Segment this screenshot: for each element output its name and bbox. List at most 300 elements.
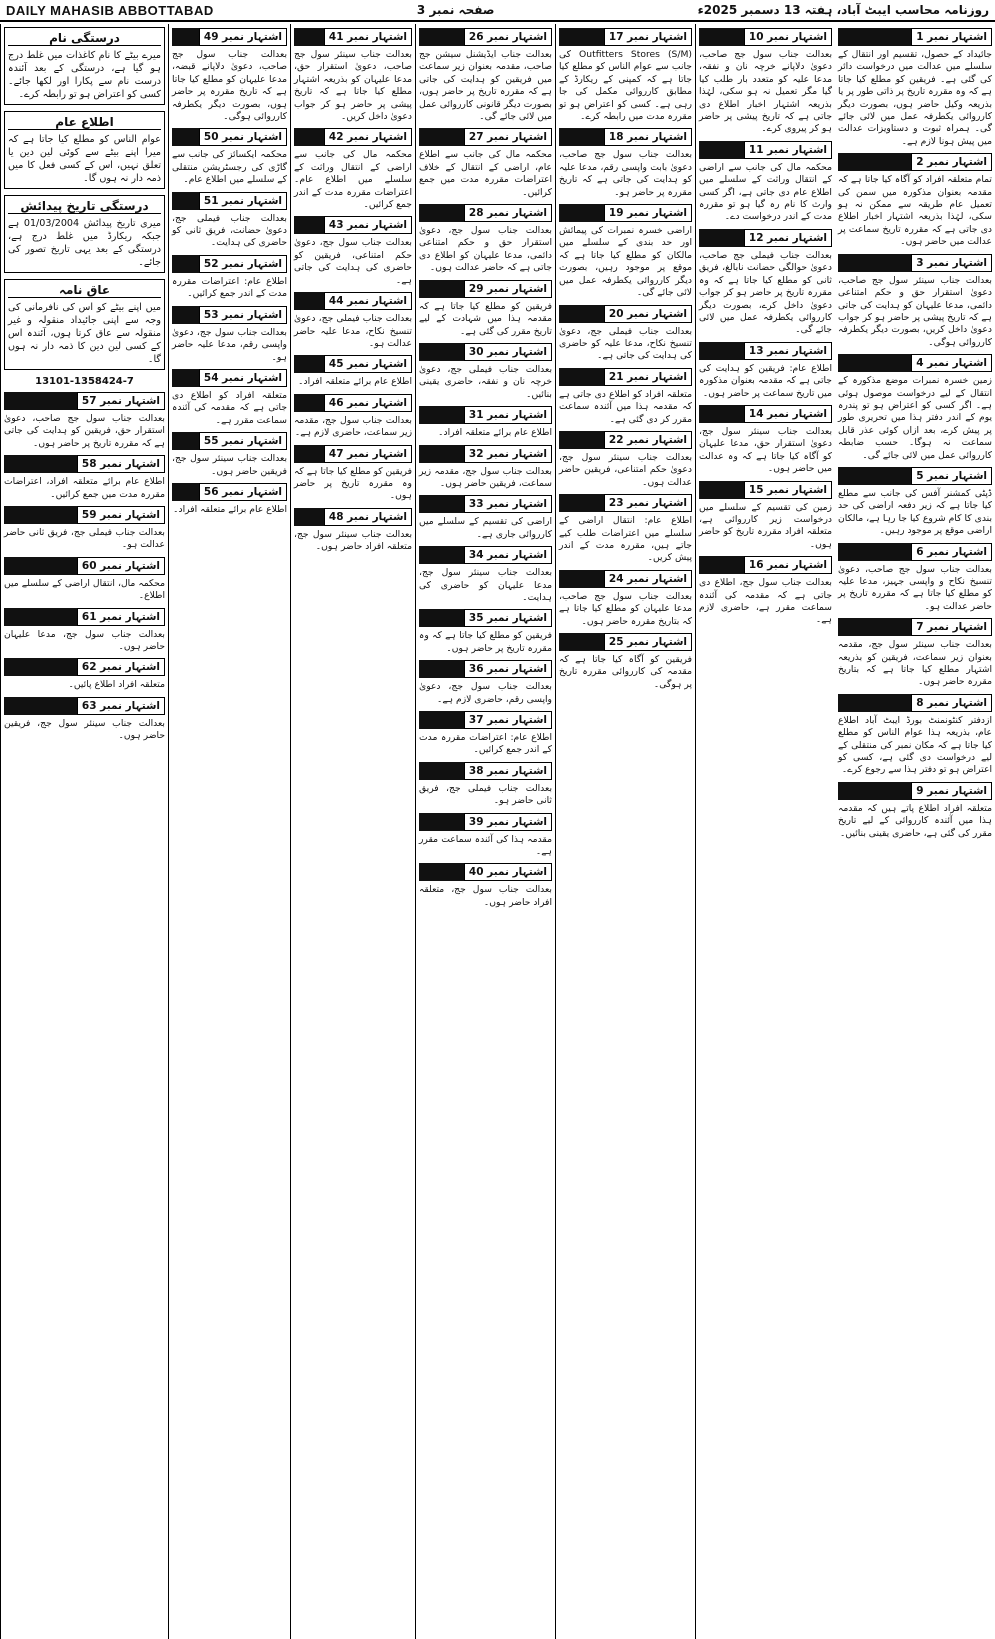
notice-body: میرے بیٹے کا نام کاغذات میں غلط درج ہو گیا ہے، درستگی کے بعد آئندہ درست نام سے پکارا اور لکھا جائے۔ کسی کو اعتراض ہو تو رابطہ کرے۔ (8, 50, 161, 100)
banner-bar (419, 28, 464, 46)
ad-banner (294, 507, 412, 527)
ad-number-label: اشتہار نمبر 34 (464, 546, 552, 564)
banner-bar (4, 658, 77, 676)
ad-block (838, 781, 992, 840)
ad-text: اطلاع عام: انتقال اراضی کے سلسلے میں اعتراضات طلب کیے جاتے ہیں، مقررہ مدت کے اندر پیش کریں۔ (559, 515, 692, 564)
ad-number-label: اشتہار نمبر 52 (199, 255, 287, 273)
column-2 (695, 24, 835, 1639)
banner-bar (699, 342, 744, 360)
notice-title: درستگی نام (8, 31, 161, 46)
ad-text: بعدالت جناب فیملی جج، فریق ثانی حاضر عدالت ہو۔ (4, 527, 165, 551)
ad-text: بعدالت جناب سول جج، مقدمہ زیر سماعت، فریقین حاضر ہوں۔ (419, 465, 552, 489)
ad-block (699, 228, 832, 337)
ad-block (699, 555, 832, 627)
ad-block (172, 305, 287, 364)
ad-block (559, 367, 692, 426)
ad-banner (419, 27, 552, 47)
ad-text: Outfitters Stores (S/M) کی جانب سے عوام الناس کو مطلع کیا جاتا ہے کہ کمپنی کے ریکارڈ کے مطابق کارروائی مکمل کی جا رہی ہے۔ کسی کو اعتراض ہو تو مقررہ مدت میں رابطہ کرے۔ (559, 49, 692, 123)
ad-number-label: اشتہار نمبر 39 (464, 813, 552, 831)
ad-number-label: اشتہار نمبر 27 (464, 128, 552, 146)
ad-number-label: اشتہار نمبر 30 (464, 343, 552, 361)
ad-text: اراضی کی تقسیم کے سلسلے میں کارروائی جاری ہے۔ (419, 516, 552, 540)
ad-banner (294, 291, 412, 311)
ad-block (172, 27, 287, 123)
ad-banner (172, 482, 287, 502)
ad-banner (4, 454, 165, 474)
ad-number-label: اشتہار نمبر 63 (77, 697, 165, 715)
ad-block (419, 862, 552, 909)
ad-number-label: اشتہار نمبر 5 (911, 467, 992, 485)
ad-number-label: اشتہار نمبر 29 (464, 280, 552, 298)
ad-block (4, 505, 165, 552)
ad-text: متعلقہ افراد کو اطلاع دی جاتی ہے کہ مقدمہ کی آئندہ سماعت مقرر ہے۔ (172, 389, 287, 426)
banner-bar (559, 204, 604, 222)
ad-number-label: اشتہار نمبر 17 (604, 28, 692, 46)
column-3 (555, 24, 695, 1639)
notice-title: اطلاع عام (8, 115, 161, 130)
notice-title: درستگی تاریخ پیدائش (8, 199, 161, 214)
banner-bar (559, 368, 604, 386)
ad-text: بعدالت جناب سول جج صاحب، دعویٰ دلاپانے قبضہ، مدعا علیہان کو مطلع کیا جاتا ہے کہ تاریخ مقررہ پر حاضر ہوں، بصورت دیگر یکطرفہ کارروائی ہوگی۔ (172, 49, 287, 123)
ad-block (294, 507, 412, 554)
banner-bar (699, 141, 744, 159)
ad-block (419, 279, 552, 338)
ad-banner (838, 27, 992, 47)
ad-number-label: اشتہار نمبر 41 (324, 28, 412, 46)
ad-block (294, 127, 412, 211)
issue-date: روزنامہ محاسب ایبٹ آباد، ہفتہ 13 دسمبر 2025ء (697, 3, 989, 17)
ad-number-label: اشتہار نمبر 62 (77, 658, 165, 676)
banner-bar (172, 306, 199, 324)
banner-bar (172, 483, 199, 501)
ad-banner (419, 444, 552, 464)
ad-number-label: اشتہار نمبر 22 (604, 431, 692, 449)
ad-banner (172, 305, 287, 325)
ad-block (294, 354, 412, 388)
ad-banner (419, 812, 552, 832)
ad-text: محکمہ ایکسائز کی جانب سے گاڑی کی رجسٹریشن منتقلی کے سلسلے میں اطلاع عام۔ (172, 149, 287, 186)
ad-number-label: اشتہار نمبر 59 (77, 506, 165, 524)
ad-number-label: اشتہار نمبر 31 (464, 406, 552, 424)
ad-banner (419, 279, 552, 299)
banner-bar (699, 28, 744, 46)
banner-bar (419, 546, 464, 564)
ad-number-label: اشتہار نمبر 55 (199, 432, 287, 450)
ad-text: محکمہ مال کی جانب سے اراضی کے انتقال وراثت کے سلسلے میں اطلاع عام۔ اعتراضات مقررہ مدت کے اندر جمع کرائیں۔ (294, 149, 412, 211)
ad-banner (838, 542, 992, 562)
ad-text: اطلاع عام برائے متعلقہ افراد۔ (438, 427, 552, 439)
banner-bar (419, 406, 464, 424)
ad-number-label: اشتہار نمبر 23 (604, 494, 692, 512)
ad-banner (559, 493, 692, 513)
ad-block (559, 203, 692, 299)
ad-text: اطلاع عام: اعتراضات مقررہ مدت کے اندر جمع کرائیں۔ (419, 732, 552, 756)
ad-banner (838, 152, 992, 172)
ad-block (419, 127, 552, 199)
ad-banner (559, 430, 692, 450)
ad-number-label: اشتہار نمبر 8 (911, 694, 992, 712)
ad-text: ازدفتر کنٹونمنٹ بورڈ ایبٹ آباد اطلاع عام، بذریعہ ہذا عوام الناس کو مطلع کیا جاتا ہے کہ مکان نمبر کی منتقلی کے لیے درخواست دی گئی ہے، کسی کو اعتراض ہو تو دفتر ہذا سے رجوع کرے۔ (838, 714, 992, 776)
ad-text: بعدالت جناب سینئر سول جج صاحب، دعویٰ استقرار حق و حکم امتناعی دائمی، مدعا علیہان کو ہدایت کی جاتی ہے کہ تاریخ پیشی پر حاضر ہو کر جواب دعویٰ داخل کریں، بصورت دیگر یکطرفہ کارروائی ہوگی۔ (838, 274, 992, 348)
column-4 (415, 24, 555, 1639)
ad-block (172, 127, 287, 186)
ad-block (4, 696, 165, 743)
ad-number-label: اشتہار نمبر 20 (604, 305, 692, 323)
ad-banner (419, 203, 552, 223)
ad-text: بعدالت جناب سول جج، دعویٰ حکم امتناعی، فریقین کو حاضری کی ہدایت کی جاتی ہے۔ (294, 237, 412, 286)
ad-banner (838, 466, 992, 486)
ad-banner (419, 659, 552, 679)
ad-banner (559, 367, 692, 387)
ad-text: بعدالت جناب فیملی جج، دعویٰ حضانت، فریق ثانی کو حاضری کی ہدایت۔ (172, 212, 287, 249)
banner-bar (4, 557, 77, 575)
ad-block (838, 617, 992, 689)
ad-block (419, 405, 552, 439)
ad-number-label: اشتہار نمبر 50 (199, 128, 287, 146)
banner-bar (4, 455, 77, 473)
banner-bar (419, 128, 464, 146)
ad-number-label: اشتہار نمبر 32 (464, 445, 552, 463)
ad-number-label: اشتہار نمبر 13 (744, 342, 832, 360)
ad-block (559, 27, 692, 123)
ad-block (559, 304, 692, 363)
ad-text: جائیداد کے حصول، تقسیم اور انتقال کے سلسلے میں عدالت میں درخواست دائر کی گئی ہے۔ فریقین کو مطلع کیا جاتا ہے کہ وہ مقررہ تاریخ پر ذاتی طور پر یا بذریعہ وکیل حاضر ہوں، بصورت دیگر کارروائی یکطرفہ عمل میں لائی جائے گی۔ ہمراہ ثبوت و دستاویزات عدالت میں پیش ہونا لازم ہے۔ (838, 49, 992, 147)
ad-block (419, 659, 552, 706)
ad-text: بعدالت جناب سول جج صاحب، دعویٰ استقرار حق، فریقین کو ہدایت کی جاتی ہے کہ مقررہ تاریخ پر حاضر ہوں۔ (4, 413, 165, 449)
ad-banner (419, 862, 552, 882)
banner-bar (419, 445, 464, 463)
ad-banner (559, 304, 692, 324)
ad-text: بعدالت جناب سول جج، مدعا علیہان حاضر ہوں۔ (4, 628, 165, 653)
ad-block (419, 608, 552, 655)
ad-number-label: اشتہار نمبر 12 (744, 229, 832, 247)
ad-number-label: اشتہار نمبر 9 (911, 782, 992, 800)
ad-block (172, 368, 287, 427)
ad-banner (559, 203, 692, 223)
ad-number-label: اشتہار نمبر 51 (199, 192, 287, 210)
banner-bar (838, 28, 911, 46)
ad-text: بعدالت جناب فیملی جج، دعویٰ خرچہ نان و نفقہ، حاضری یقینی بنائیں۔ (419, 363, 552, 400)
ad-block (419, 710, 552, 757)
ad-banner (699, 341, 832, 361)
ad-text: تمام متعلقہ افراد کو آگاہ کیا جاتا ہے کہ مقدمہ بعنوان مذکورہ میں سمن کی تعمیل عام طریقہ سے ممکن نہ ہو سکی، لہٰذا بذریعہ اشتہار اخبار اطلاع دی جاتی ہے کہ مقررہ تاریخ سماعت پر عدالت میں حاضر ہوں۔ (838, 174, 992, 248)
ad-number-label: اشتہار نمبر 42 (324, 128, 412, 146)
ad-text: مقدمہ ہذا کی آئندہ سماعت مقرر ہے۔ (419, 833, 552, 858)
ad-block (559, 632, 692, 691)
contact-number: 13101-1358424-7 (35, 376, 134, 387)
ad-number-label: اشتہار نمبر 48 (324, 508, 412, 526)
ad-banner (172, 431, 287, 451)
banner-bar (559, 570, 604, 588)
banner-bar (559, 128, 604, 146)
masthead (0, 0, 995, 22)
ad-text: بعدالت جناب سینئر سول جج، متعلقہ افراد حاضر ہوں۔ (294, 528, 412, 553)
banner-bar (838, 354, 911, 372)
ad-banner (294, 444, 412, 464)
ad-text: بعدالت جناب سینئر سول جج، فریقین حاضر ہوں۔ (4, 717, 165, 742)
ad-block (419, 444, 552, 491)
ad-text: بعدالت جناب سول جج، مقدمہ زیر سماعت، حاضری لازم ہے۔ (294, 414, 412, 439)
ad-number-label: اشتہار نمبر 2 (911, 153, 992, 171)
ad-banner (294, 27, 412, 47)
ad-banner (419, 710, 552, 730)
ad-number-label: اشتہار نمبر 26 (464, 28, 552, 46)
banner-bar (294, 28, 324, 46)
ad-banner (419, 545, 552, 565)
ad-number-label: اشتہار نمبر 36 (464, 660, 552, 678)
ad-banner (419, 127, 552, 147)
ad-block (294, 444, 412, 503)
banner-bar (294, 445, 324, 463)
ad-banner (172, 368, 287, 388)
ad-block (699, 480, 832, 552)
ad-block (699, 27, 832, 136)
ad-banner (559, 569, 692, 589)
ad-banner (4, 505, 165, 525)
ad-text: اطلاع عام برائے متعلقہ افراد، اعتراضات مقررہ مدت میں جمع کرائیں۔ (4, 476, 165, 500)
banner-bar (172, 128, 199, 146)
banner-bar (559, 633, 604, 651)
ad-number-label: اشتہار نمبر 10 (744, 28, 832, 46)
notice-box (4, 195, 165, 273)
ad-banner (699, 404, 832, 424)
ad-banner (294, 127, 412, 147)
ad-banner (838, 781, 992, 801)
ad-text: اطلاع عام: فریقین کو ہدایت کی جاتی ہے کہ مقدمہ بعنوان مذکورہ میں تاریخ سماعت پر حاضر ہوں۔ (699, 362, 832, 399)
banner-bar (172, 432, 199, 450)
ad-banner (838, 693, 992, 713)
ad-block (294, 291, 412, 350)
ad-banner (294, 393, 412, 413)
ad-banner (699, 228, 832, 248)
banner-bar (172, 192, 199, 210)
banner-bar (4, 392, 77, 410)
ad-text: متعلقہ افراد اطلاع پائیں۔ (68, 679, 165, 691)
ad-text: بعدالت جناب سول جج صاحب، دعویٰ دلاپانے خرچہ نان و نفقہ، مدعا علیہ کو متعدد بار طلب کیا گیا مگر تعمیل نہ ہو سکی، لہٰذا بذریعہ اشتہار اخبار اطلاع دی جاتی ہے کہ تاریخ پیشی پر حاضر ہو کر پیروی کرے۔ (699, 49, 832, 135)
banner-bar (172, 28, 199, 46)
ad-block (419, 812, 552, 859)
ad-block (294, 27, 412, 123)
ad-number-label: اشتہار نمبر 16 (744, 556, 832, 574)
ad-banner (4, 607, 165, 627)
ad-number-label: اشتہار نمبر 57 (77, 392, 165, 410)
ad-block (419, 494, 552, 541)
banner-bar (838, 153, 911, 171)
ad-banner (559, 127, 692, 147)
banner-bar (294, 292, 324, 310)
ad-text: بعدالت جناب سینئر سول جج، مقدمہ بعنوان زیر سماعت، فریقین کو بذریعہ اشتہار مطلع کیا جاتا ہے کہ بتاریخ مقررہ حاضر ہوں۔ (838, 639, 992, 688)
ad-block (4, 657, 165, 691)
banner-bar (419, 813, 464, 831)
ad-number-label: اشتہار نمبر 7 (911, 618, 992, 636)
notice-body: میں اپنے بیٹے کو اس کی نافرمانی کی وجہ سے اپنی جائیداد منقولہ و غیر منقولہ سے عاق کرتا ہوں، آئندہ اس کے کسی لین دین کا ذمہ دار نہ ہوں گا۔ (8, 302, 161, 365)
banner-bar (559, 305, 604, 323)
ad-banner (699, 140, 832, 160)
ad-text: بعدالت جناب فیملی جج صاحب، دعویٰ حوالگی حضانت نابالغ، فریق ثانی کو مطلع کیا جاتا ہے کہ وہ مقررہ تاریخ پر حاضر ہو کر جواب دعویٰ داخل کرے، بصورت دیگر کارروائی یکطرفہ عمل میں لائی جائے گی۔ (699, 249, 832, 336)
ad-block (172, 191, 287, 250)
ad-number-label: اشتہار نمبر 58 (77, 455, 165, 473)
banner-bar (699, 405, 744, 423)
ad-block (419, 761, 552, 808)
ad-block (419, 203, 552, 275)
banner-bar (838, 543, 911, 561)
notice-body: میری تاریخ پیدائش 01/03/2004 ہے جبکہ ریکارڈ میں غلط درج ہے، درستگی کے بعد یہی تاریخ تصور کی جائے۔ (8, 218, 161, 268)
ad-banner (4, 657, 165, 677)
ad-number-label: اشتہار نمبر 33 (464, 495, 552, 513)
ad-number-label: اشتہار نمبر 25 (604, 633, 692, 651)
column-1 (835, 24, 995, 1639)
banner-bar (172, 369, 199, 387)
ad-number-label: اشتہار نمبر 21 (604, 368, 692, 386)
ad-banner (699, 480, 832, 500)
ad-block (838, 152, 992, 248)
ad-block (838, 693, 992, 777)
ad-number-label: اشتہار نمبر 43 (324, 216, 412, 234)
ad-text: متعلقہ افراد اطلاع پاتے ہیں کہ مقدمہ ہذا میں آئندہ کارروائی کے لیے تاریخ مقرر کی گئی ہے، حاضری یقینی بنائیں۔ (838, 802, 992, 839)
banner-bar (419, 495, 464, 513)
ad-block (419, 27, 552, 123)
ad-number-label: اشتہار نمبر 44 (324, 292, 412, 310)
ad-text: بعدالت جناب سینئر سول جج، فریقین حاضر ہوں۔ (172, 453, 287, 477)
ad-banner (4, 696, 165, 716)
ad-block (699, 140, 832, 224)
page-number: صفحہ نمبر 3 (416, 3, 495, 17)
ad-banner (419, 761, 552, 781)
notice-box (4, 279, 165, 370)
ad-text: اراضی خسرہ نمبرات کی پیمائش اور حد بندی کے سلسلے میں مالکان کو مطلع کیا جاتا ہے کہ موقع پر موجود رہیں، بصورت دیگر کارروائی یکطرفہ عمل میں لائی جائے گی۔ (559, 225, 692, 299)
ad-number-label: اشتہار نمبر 45 (324, 355, 412, 373)
ad-banner (172, 191, 287, 211)
ad-text: بعدالت جناب فیملی جج، دعویٰ تنسیخ نکاح، مدعا علیہ حاضر عدالت ہو۔ (294, 313, 412, 349)
ad-number-label: اشتہار نمبر 1 (911, 28, 992, 46)
ad-text: محکمہ مال کی جانب سے اطلاع عام، اراضی کے انتقال کے خلاف اعتراضات مقررہ مدت میں جمع کرائیں۔ (419, 149, 552, 198)
ad-block (419, 342, 552, 401)
ad-text: بعدالت جناب ایڈیشنل سیشن جج صاحب، مقدمہ بعنوان زیر سماعت میں فریقین کو ہدایت کی جاتی ہے کہ مقررہ تاریخ پر حاضر ہوں، بصورت دیگر قانونی کارروائی عمل میں لائی جائے گی۔ (419, 49, 552, 123)
ad-block (172, 431, 287, 478)
ad-block (559, 127, 692, 199)
ad-banner (4, 556, 165, 576)
banner-bar (419, 343, 464, 361)
ad-text: بعدالت جناب سینئر سول جج صاحب، دعویٰ استقرار حق، مدعا علیہان کو بذریعہ اشتہار مطلع کیا جاتا ہے کہ تاریخ پیشی پر حاضر ہو کر جواب دعویٰ داخل کریں۔ (294, 49, 412, 123)
ad-text: فریقین کو مطلع کیا جاتا ہے کہ مقدمہ ہذا میں شہادت کے لیے تاریخ مقرر کی گئی ہے۔ (419, 300, 552, 337)
ad-text: بعدالت جناب سول جج، دعویٰ واپسی رقم، مدعا علیہ حاضر ہو۔ (172, 326, 287, 363)
ad-block (838, 253, 992, 349)
ad-number-label: اشتہار نمبر 37 (464, 711, 552, 729)
ad-number-label: اشتہار نمبر 19 (604, 204, 692, 222)
ad-banner (4, 391, 165, 411)
banner-bar (838, 694, 911, 712)
ad-banner (838, 353, 992, 373)
ad-number-label: اشتہار نمبر 40 (464, 863, 552, 881)
ad-text: ڈپٹی کمشنر آفس کی جانب سے مطلع کیا جاتا ہے کہ زیر دفعہ اراضی کی حد بندی کا کام شروع کیا جا رہا ہے، مالکان اراضی موقع پر موجود رہیں۔ (838, 487, 992, 537)
banner-bar (699, 556, 744, 574)
ad-block (172, 482, 287, 516)
ad-banner (419, 494, 552, 514)
ad-text: بعدالت جناب سول جج صاحب، دعویٰ تنسیخ نکاح و واپسی جہیز، مدعا علیہ کو مطلع کیا جاتا ہے کہ مقررہ تاریخ پر حاضر عدالت ہو۔ (838, 563, 992, 612)
banner-bar (838, 782, 911, 800)
ad-text: بعدالت جناب سینئر سول جج، مدعا علیہان کو حاضری کی ہدایت۔ (419, 567, 552, 603)
ad-number-label: اشتہار نمبر 53 (199, 306, 287, 324)
banner-bar (838, 254, 911, 272)
banner-bar (294, 216, 324, 234)
ad-block (838, 542, 992, 614)
ad-block (559, 493, 692, 565)
ad-number-label: اشتہار نمبر 60 (77, 557, 165, 575)
ad-text: متعلقہ افراد کو اطلاع دی جاتی ہے کہ مقدمہ ہذا میں آئندہ سماعت مقرر کر دی گئی ہے۔ (559, 388, 692, 425)
ad-text: بعدالت جناب سینئر سول جج، دعویٰ استقرار حق، مدعا علیہان کو آگاہ کیا جاتا ہے کہ وہ عدالت میں حاضر ہوں۔ (699, 425, 832, 475)
classifieds-page (0, 24, 995, 1639)
ad-banner (172, 254, 287, 274)
ad-number-label: اشتہار نمبر 46 (324, 394, 412, 412)
banner-bar (294, 355, 324, 373)
ad-number-label: اشتہار نمبر 28 (464, 204, 552, 222)
ad-text: اطلاع عام: اعتراضات مقررہ مدت کے اندر جمع کرائیں۔ (172, 275, 287, 300)
banner-bar (294, 508, 324, 526)
ad-banner (838, 253, 992, 273)
ad-text: فریقین کو آگاہ کیا جاتا ہے کہ مقدمہ کی کارروائی مقررہ تاریخ پر ہوگی۔ (559, 654, 692, 690)
ad-banner (172, 127, 287, 147)
column-7 (0, 24, 168, 1639)
banner-bar (559, 28, 604, 46)
banner-bar (699, 481, 744, 499)
banner-bar (559, 494, 604, 512)
ad-banner (699, 27, 832, 47)
ad-block (4, 454, 165, 501)
ad-text: بعدالت جناب سول جج، اطلاع دی جاتی ہے کہ مقدمہ کی آئندہ سماعت مقرر ہے، حاضری لازم ہے۔ (699, 577, 832, 626)
ad-text: بعدالت جناب سول جج، متعلقہ افراد حاضر ہوں۔ (419, 884, 552, 908)
ad-banner (419, 608, 552, 628)
banner-bar (419, 204, 464, 222)
ad-banner (559, 632, 692, 652)
ad-text: زمین خسرہ نمبرات موضع مذکورہ کے انتقال کے لیے درخواست موصول ہوئی ہے۔ اگر کسی کو اعتراض ہو تو پندرہ یوم کے اندر دفتر ہذا میں تحریری طور پر پیش کرے، بعد ازاں کوئی عذر قابل سماعت نہ ہوگا۔ حسب ضابطہ کارروائی عمل میں لائی جائے گی۔ (838, 375, 992, 461)
ad-number-label: اشتہار نمبر 14 (744, 405, 832, 423)
ad-text: بعدالت جناب سول جج، دعویٰ واپسی رقم، حاضری لازم ہے۔ (419, 681, 552, 705)
ad-text: محکمہ مال کی جانب سے اراضی کے انتقال وراثت کے سلسلے میں اطلاع عام دی جاتی ہے، اگر کسی وارث کا نام رہ گیا ہو تو مقررہ مدت کے اندر درخواست دے۔ (699, 161, 832, 223)
column-5 (290, 24, 415, 1639)
ad-text: اطلاع عام برائے متعلقہ افراد۔ (173, 503, 287, 515)
ad-banner (294, 215, 412, 235)
ad-number-label: اشتہار نمبر 15 (744, 481, 832, 499)
ad-number-label: اشتہار نمبر 3 (911, 254, 992, 272)
ad-number-label: اشتہار نمبر 35 (464, 609, 552, 627)
notice-body: عوام الناس کو مطلع کیا جاتا ہے کہ میرا اپنے بیٹے سے کوئی لین دین یا تعلق نہیں، اس کے کسی فعل کا میں ذمہ دار نہ ہوں گا۔ (8, 134, 161, 184)
banner-bar (4, 608, 77, 626)
ad-number-label: اشتہار نمبر 47 (324, 445, 412, 463)
banner-bar (4, 506, 77, 524)
ad-block (419, 545, 552, 604)
ad-block (559, 569, 692, 628)
ad-text: بعدالت جناب فیملی جج، فریق ثانی حاضر ہو۔ (419, 782, 552, 807)
ad-block (699, 404, 832, 476)
ad-text: محکمہ مال، انتقال اراضی کے سلسلے میں اطلاع۔ (4, 577, 165, 602)
ad-number-label: اشتہار نمبر 49 (199, 28, 287, 46)
ad-banner (419, 405, 552, 425)
ad-text: اطلاع عام برائے متعلقہ افراد۔ (298, 376, 412, 388)
ad-block (172, 254, 287, 301)
ad-banner (419, 342, 552, 362)
ad-text: بعدالت جناب فیملی جج، دعویٰ تنسیخ نکاح، مدعا علیہ کو حاضری کی ہدایت کی جاتی ہے۔ (559, 325, 692, 362)
ad-block (838, 27, 992, 148)
banner-bar (294, 128, 324, 146)
notice-box (4, 27, 165, 105)
banner-bar (699, 229, 744, 247)
banner-bar (419, 660, 464, 678)
ad-text: بعدالت جناب سینئر سول جج، دعویٰ حکم امتناعی، فریقین حاضر عدالت ہوں۔ (559, 451, 692, 488)
ad-number-label: اشتہار نمبر 11 (744, 141, 832, 159)
banner-bar (419, 863, 464, 881)
banner-bar (559, 431, 604, 449)
ad-block (294, 393, 412, 440)
